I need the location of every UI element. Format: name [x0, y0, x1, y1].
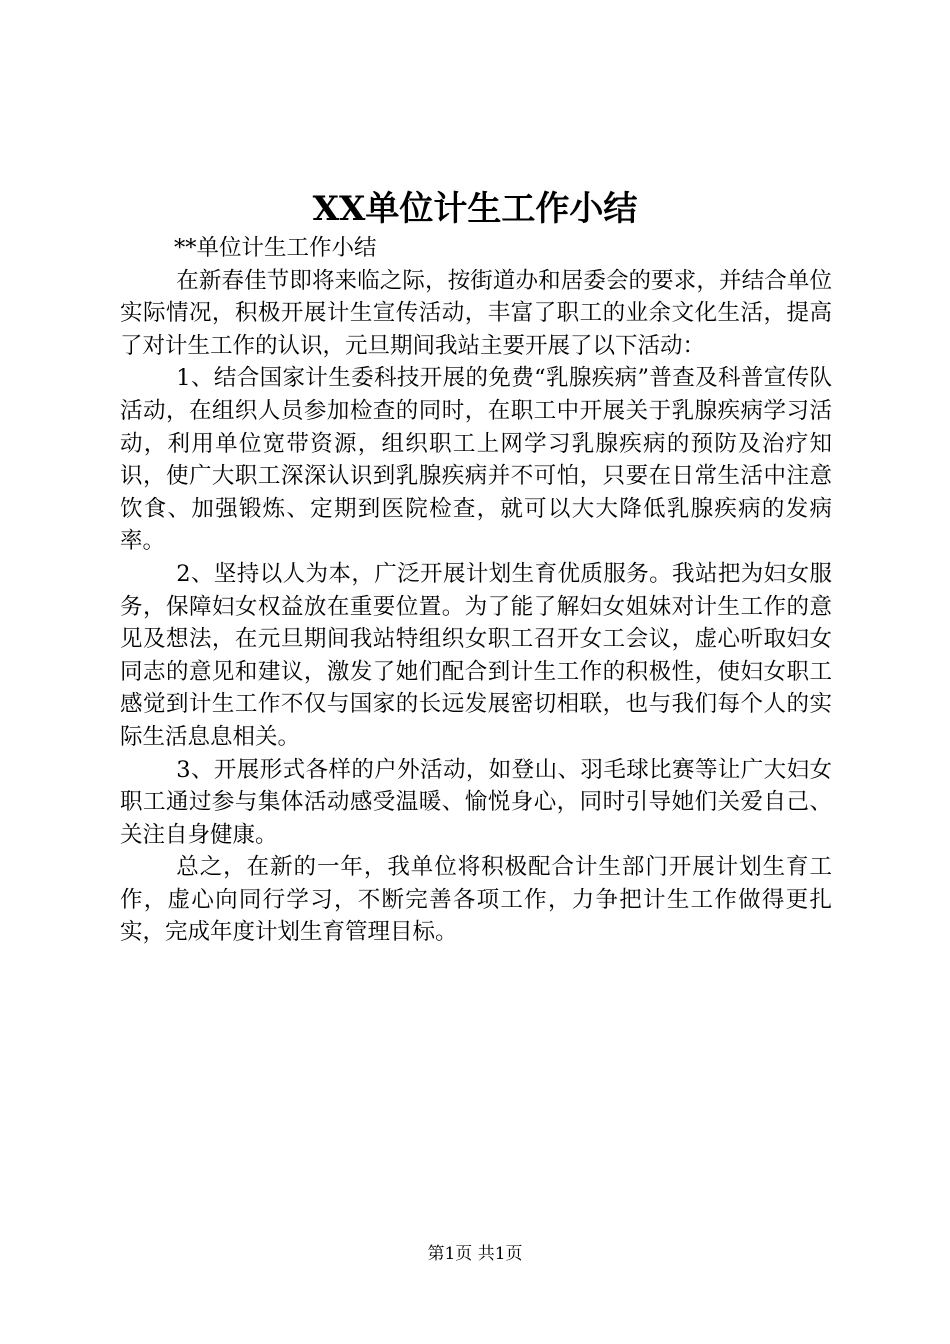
paragraph-item-1: 1、结合国家计生委科技开展的免费“乳腺疾病”普查及科普宣传队活动，在组织人员参加检查的同时，在职工中开展关于乳腺疾病学习活动，利用单位宽带资源，组织职工上网学习乳腺疾病的预防及治疗知识，使广大职工深深认识到乳腺疾病并不可怕，只要在日常生活中注意饮食、加强锻炼、定期到医院检查，就可以大大降低乳腺疾病的发病率。	[120, 365, 832, 555]
paragraph-conclusion: 总之，在新的一年，我单位将积极配合计生部门开展计划生育工作，虚心向同行学习，不断完善各项工作，力争把计生工作做得更扎实，完成年度计划生育管理目标。	[120, 854, 832, 946]
document-subtitle: **单位计生工作小结	[174, 235, 377, 261]
paragraph-intro: 在新春佳节即将来临之际，按街道办和居委会的要求，并结合单位实际情况，积极开展计生宣传活动，丰富了职工的业余文化生活，提高了对计生工作的认识，元旦期间我站主要开展了以下活动：	[120, 267, 832, 359]
document-body	[120, 232, 832, 949]
paragraph-item-2: 2、坚持以人为本，广泛开展计划生育优质服务。我站把为妇女服务，保障妇女权益放在重要位置。为了能了解妇女姐妹对计生工作的意见及想法，在元旦期间我站特组织女职工召开女工会议，虚心听取妇女同志的意见和建议，激发了她们配合到计生工作的积极性，使妇女职工感觉到计生工作不仅与国家的长远发展密切相联，也与我们每个人的实际生活息息相关。	[120, 560, 832, 750]
document-title: XX单位计生工作小结	[312, 189, 638, 229]
paragraph-item-3: 3、开展形式各样的户外活动，如登山、羽毛球比赛等让广大妇女职工通过参与集体活动感受温暖、愉悦身心，同时引导她们关爱自己、关注自身健康。	[120, 756, 832, 848]
page-number-footer: 第1页 共1页	[427, 1244, 523, 1264]
